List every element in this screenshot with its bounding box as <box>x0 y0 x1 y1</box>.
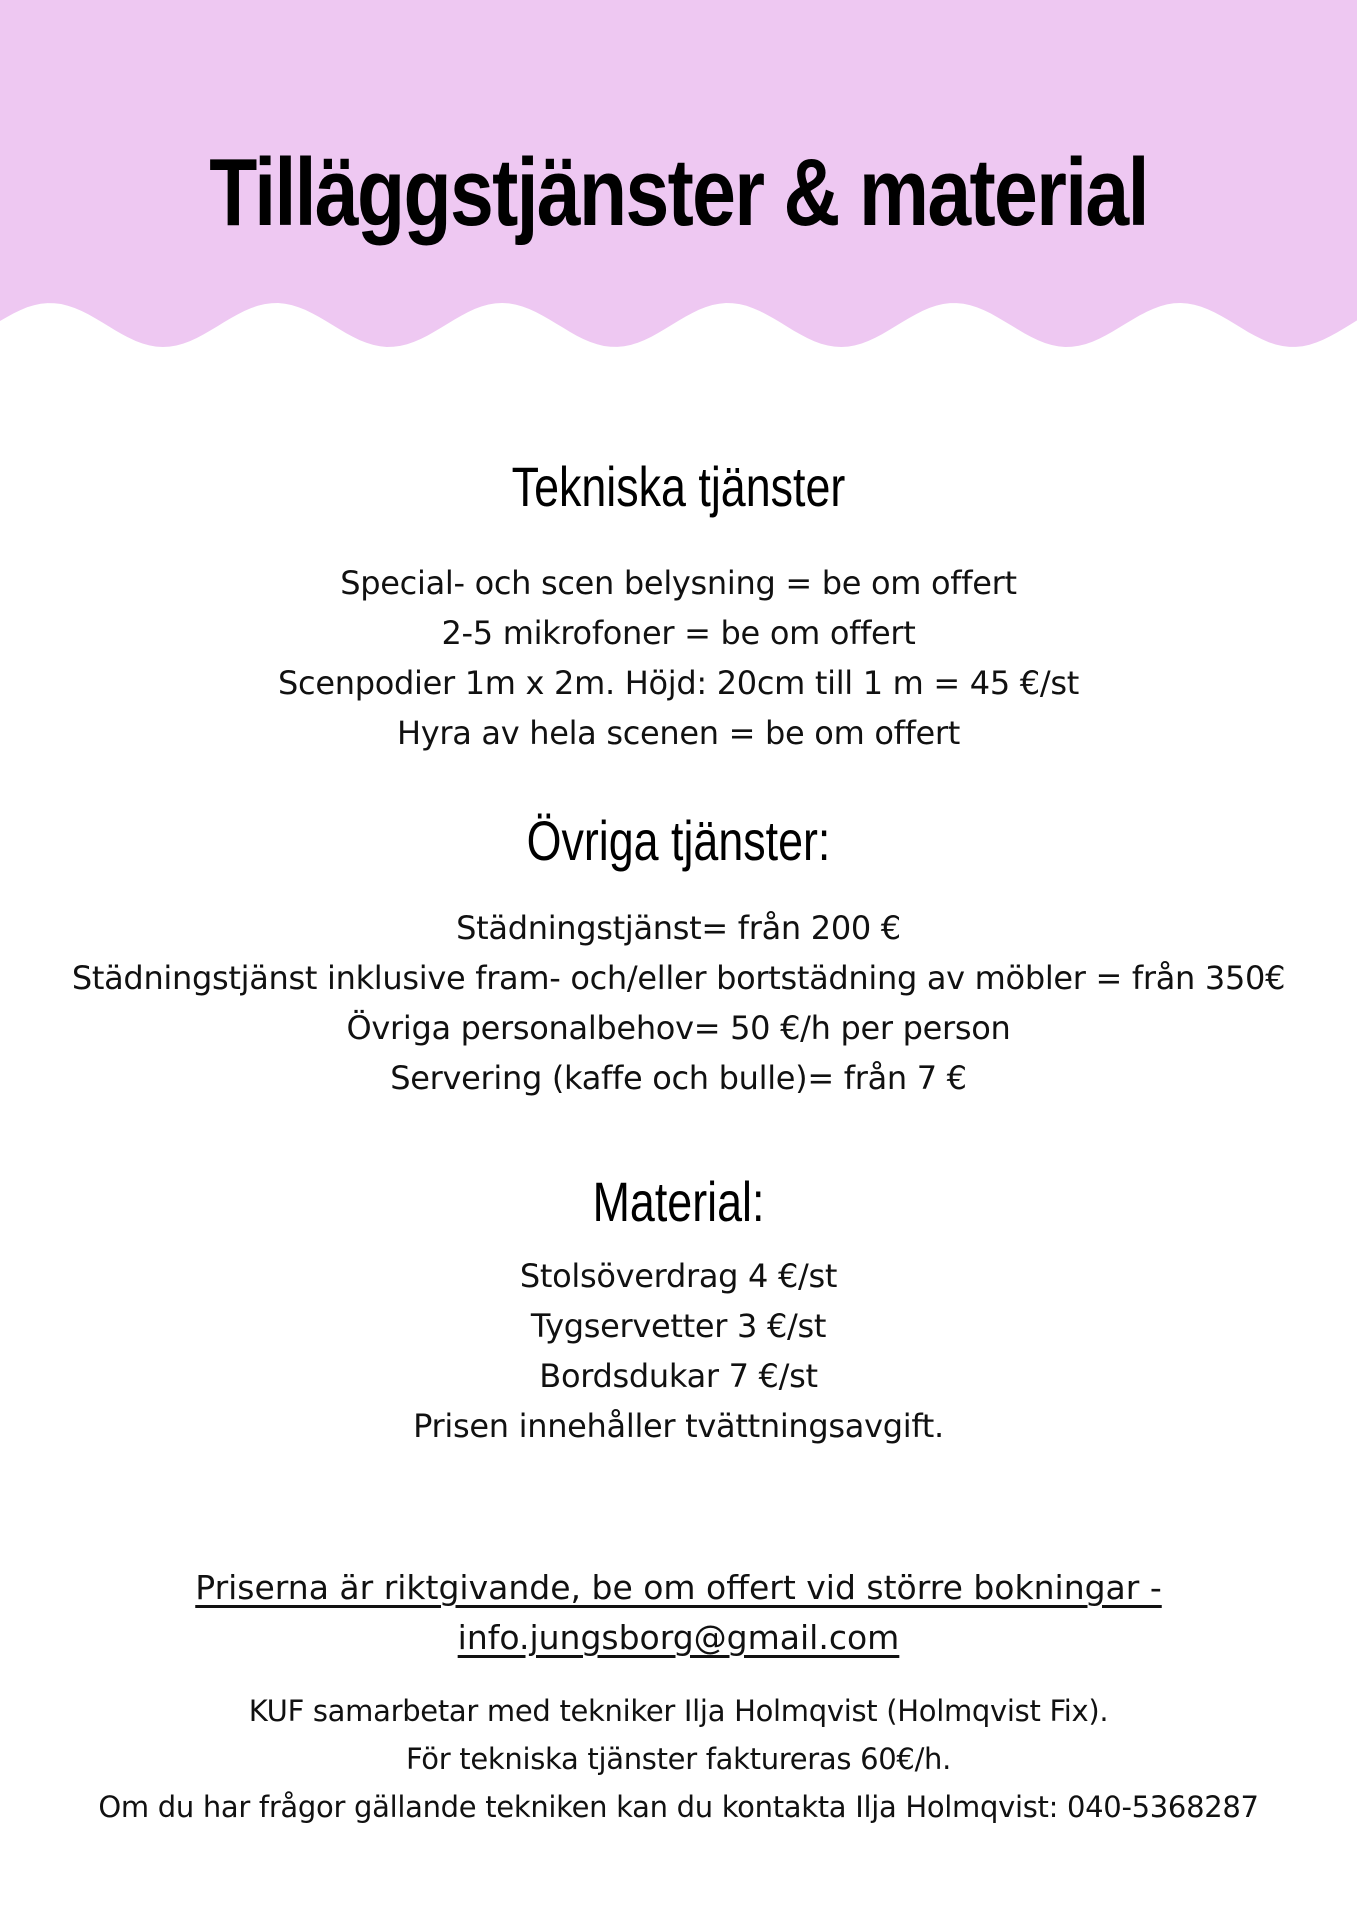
footer-info <box>0 1687 1357 1831</box>
page-title: Tilläggstjänster & material <box>209 139 1148 246</box>
section-heading-material: Material: <box>592 1170 765 1233</box>
list-item: Städningstjänst= från 200 € <box>456 909 901 947</box>
footer-line: För tekniska tjänster faktureras 60€/h. <box>405 1742 952 1776</box>
list-item: Tygservetter 3 €/st <box>530 1307 827 1345</box>
email-link[interactable]: info.jungsborg@gmail.com <box>457 1618 900 1657</box>
list-item: Servering (kaffe och bulle)= från 7 € <box>390 1059 967 1097</box>
list-item: Städningstjänst inklusive fram- och/eller bortstädning av möbler = från 350€ <box>71 959 1286 997</box>
material-list <box>0 1251 1357 1451</box>
footer-line: KUF samarbetar med tekniker Ilja Holmqvist (Holmqvist Fix). <box>248 1694 1109 1728</box>
list-item: Stolsöverdrag 4 €/st <box>519 1257 838 1295</box>
ovriga-list <box>0 903 1357 1103</box>
pricing-notice-text: Priserna är riktgivande, be om offert vid större bokningar - <box>195 1568 1162 1607</box>
footer-line: Om du har frågor gällande tekniken kan du kontakta Ilja Holmqvist: 040-5368287 <box>98 1790 1259 1824</box>
list-item: 2-5 mikrofoner = be om offert <box>441 614 916 652</box>
list-item: Övriga personalbehov= 50 €/h per person <box>346 1009 1011 1047</box>
list-item: Bordsdukar 7 €/st <box>539 1357 818 1395</box>
section-heading-ovriga: Övriga tjänster: <box>526 809 831 872</box>
header-banner <box>0 0 1357 380</box>
pricing-notice <box>0 1563 1357 1663</box>
list-item: Prisen innehåller tvättningsavgift. <box>413 1407 944 1445</box>
tekniska-list <box>0 558 1357 758</box>
list-item: Scenpodier 1m x 2m. Höjd: 20cm till 1 m = 45 €/st <box>278 664 1079 702</box>
list-item: Hyra av hela scenen = be om offert <box>396 714 961 752</box>
list-item: Special- och scen belysning = be om offert <box>340 564 1017 602</box>
section-heading-tekniska: Tekniska tjänster <box>511 455 846 518</box>
